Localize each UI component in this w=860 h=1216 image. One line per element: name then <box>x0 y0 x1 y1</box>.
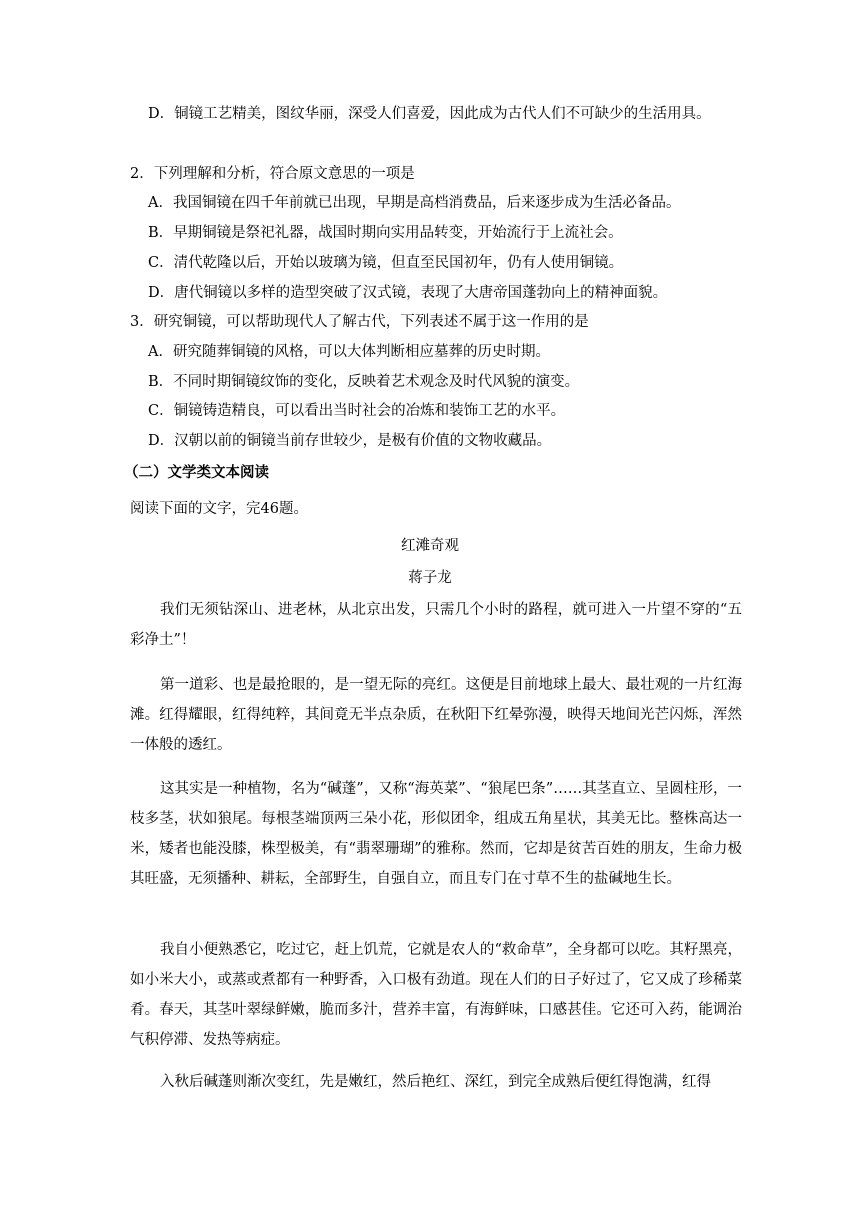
q3-option-d: D．汉朝以前的铜镜当前存世较少，是极有价值的文物收藏品。 <box>148 433 552 449</box>
q2-stem: 2．下列理解和分析，符合原文意思的一项是 <box>130 166 415 182</box>
article-paragraph: 我自小便熟悉它，吃过它，赶上饥荒，它就是农人的“救命草”，全身都可以吃。其籽黑亮，如小米大小，或蒸或煮都有一种野香，入口极有劲道。现在人们的日子好过了，它又成了珍稀菜肴。春天，其茎叶翠绿鲜嫩，脆而多汁，营养丰富，有海鲜味，口感甚佳。它还可入药，能调治气积停滞、发热等病症。 <box>130 942 742 1048</box>
q2-option-a: A．我国铜镜在四千年前就已出现，早期是高档消费品，后来逐步成为生活必备品。 <box>148 195 681 211</box>
article-title: 红滩奇观 <box>401 538 459 554</box>
q2-option-c: C．清代乾隆以后，开始以玻璃为镜，但直至民国初年，仍有人使用铜镜。 <box>148 255 624 271</box>
article-author: 蒋子龙 <box>408 570 452 586</box>
section-instruction: 阅读下面的文字，完46题。 <box>130 501 308 517</box>
q3-option-a: A．研究随葬铜镜的风格，可以大体判断相应墓葬的历史时期。 <box>148 344 550 360</box>
article-paragraph: 我们无须钻深山、进老林，从北京出发，只需几个小时的路程，就可进入一片望不穿的“五彩净土”！ <box>130 602 742 648</box>
article-paragraph: 第一道彩、也是最抢眼的，是一望无际的亮红。这便是目前地球上最大、最壮观的一片红海滩。红得耀眼，红得纯粹，其间竟无半点杂质，在秋阳下红晕弥漫，映得天地间光芒闪烁，浑然一体般的透红。 <box>130 677 742 753</box>
q3-option-b: B．不同时期铜镜纹饰的变化，反映着艺术观念及时代风貌的演变。 <box>148 374 580 390</box>
q1-option-d: D．铜镜工艺精美，图纹华丽，深受人们喜爱，因此成为古代人们不可缺少的生活用具。 <box>148 106 711 122</box>
article-paragraph: 入秋后碱蓬则渐次变红，先是嫩红，然后艳红、深红，到完全成熟后便红得饱满，红得 <box>160 1074 711 1090</box>
q2-option-b: B．早期铜镜是祭祀礼器，战国时期向实用品转变，开始流行于上流社会。 <box>148 225 623 241</box>
section-heading: （二）文学类文本阅读 <box>124 464 269 481</box>
q3-option-c: C．铜镜铸造精良，可以看出当时社会的冶炼和装饰工艺的水平。 <box>148 403 566 419</box>
q2-option-d: D．唐代铜镜以多样的造型突破了汉式镜，表现了大唐帝国蓬勃向上的精神面貌。 <box>148 285 668 301</box>
article-paragraph: 这其实是一种植物，名为“碱蓬”，又称“海英菜”、“狼尾巴条”……其茎直立、呈圆柱形，一枝多茎，状如狼尾。每根茎端顶两三朵小花，形似团伞，组成五角星状，其美无比。整株高达一米，矮者也能没膝，株型极美，有“翡翠珊瑚”的雅称。然而，它却是贫苦百姓的朋友，生命力极其旺盛，无须播种、耕耘，全部野生，自强自立，而且专门在寸草不生的盐碱地生长。 <box>130 781 742 887</box>
q3-stem: 3．研究铜镜，可以帮助现代人了解古代，下列表述不属于这一作用的是 <box>130 314 589 330</box>
